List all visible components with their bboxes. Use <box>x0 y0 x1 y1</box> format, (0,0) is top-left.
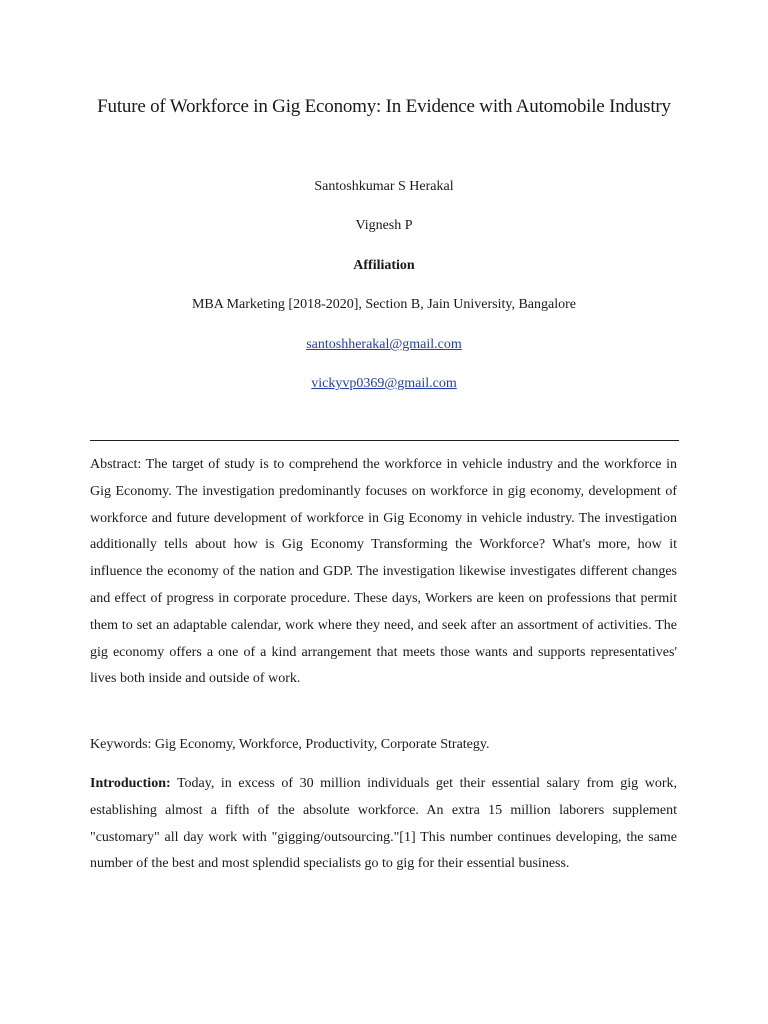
affiliation-label: Affiliation <box>353 258 415 273</box>
email-link-1[interactable]: santoshherakal@gmail.com <box>306 337 462 352</box>
email-line-2 <box>90 375 678 393</box>
introduction-paragraph <box>90 771 677 878</box>
abstract-paragraph: Abstract: The target of study is to comprehend the workforce in vehicle industry and the workforce in Gig Economy. The investigation predominantly focuses on workforce in gig economy, development of workforce and future development of workforce in Gig Economy in vehicle industry. The investigation additionally tells about how is Gig Economy Transforming the Workforce? What's more, how it influence the economy of the nation and GDP. The investigation likewise investigates different changes and effect of progress in corporate procedure. These days, Workers are keen on professions that permit them to set an adaptable calendar, work where they need, and seek after an assortment of activities. The gig economy offers a one of a kind arrangement that meets those wants and supports representatives' lives both inside and outside of work. <box>90 457 677 687</box>
email-link-2[interactable]: vickyvp0369@gmail.com <box>311 376 457 391</box>
email-line-1 <box>90 336 678 354</box>
introduction-text: Today, in excess of 30 million individuals get their essential salary from gig work, establishing almost a fifth of the absolute workforce. An extra 15 million laborers supplement "customary" all day work with "gigging/outsourcing."[1] This number continues developing, the same number of the best and most splendid specialists go to gig for their essential business. <box>90 776 677 872</box>
affiliation-text: MBA Marketing [2018-2020], Section B, Jain University, Bangalore <box>191 297 577 312</box>
author-name-2: Vignesh P <box>355 218 413 233</box>
section-divider <box>90 440 679 441</box>
paper-title: Future of Workforce in Gig Economy: In Evidence with Automobile Industry <box>97 96 671 117</box>
keywords-line: Keywords: Gig Economy, Workforce, Productivity, Corporate Strategy. <box>90 737 490 752</box>
author-name-1: Santoshkumar S Herakal <box>314 179 454 194</box>
introduction-label: Introduction: <box>90 776 171 791</box>
